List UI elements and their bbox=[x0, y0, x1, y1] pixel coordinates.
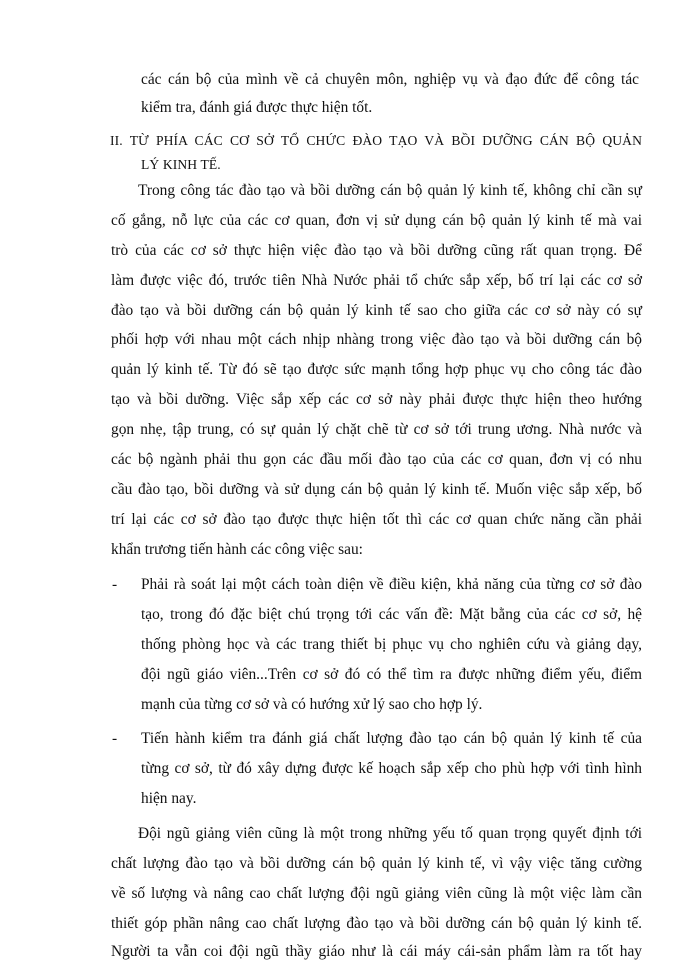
paragraph-line: về số lượng và nâng cao chất lượng đội ngũ giảng viên cũng là một việc làm cần bbox=[111, 885, 642, 902]
bullet-line: thống phòng học và các trang thiết bị phục vụ cho nghiên cứu và giảng dạy, bbox=[141, 636, 642, 653]
bullet-line: hiện nay. bbox=[141, 790, 197, 807]
bullet-line: mạnh của từng cơ sở và có hướng xử lý sao cho hợp lý. bbox=[141, 696, 483, 713]
paragraph-line: chất lượng đào tạo và bồi dưỡng cán bộ quản lý kinh tế, vì vậy việc tăng cường bbox=[111, 855, 642, 872]
paragraph-line: các bộ ngành phải thu gọn các đầu mối đào tạo của các cơ quan, đơn vị có nhu bbox=[111, 451, 642, 468]
paragraph-line: Người ta vẫn coi đội ngũ thầy giáo như là cái máy cái-sản phẩm làm ra tốt hay bbox=[111, 943, 642, 960]
section-heading: LÝ KINH TẾ. bbox=[141, 157, 221, 172]
paragraph-line: gọn nhẹ, tập trung, có sự quản lý chặt chẽ từ cơ sở tới trung ương. Nhà nước và bbox=[111, 421, 642, 438]
paragraph-line: đào tạo và bồi dưỡng cán bộ quản lý kinh tế sao cho giữa các cơ sở này có sự bbox=[111, 302, 642, 319]
bullet-line: Phải rà soát lại một cách toàn diện về điều kiện, khả năng của từng cơ sở đào bbox=[141, 576, 642, 593]
paragraph-line: thiết góp phần nâng cao chất lượng đào tạo và bồi dưỡng cán bộ quản lý kinh tế. bbox=[111, 915, 642, 932]
paragraph-line: quản lý kinh tế. Từ đó sẽ tạo được sức mạnh tổng hợp phục vụ cho công tác đào bbox=[111, 361, 642, 378]
bullet-marker: - bbox=[112, 576, 118, 593]
paragraph-line: Đội ngũ giảng viên cũng là một trong những yếu tố quan trọng quyết định tới bbox=[138, 825, 642, 842]
section-heading: II. TỪ PHÍA CÁC CƠ SỞ TỔ CHỨC ĐÀO TẠO VÀ BỒI DƯỠNG CÁN BỘ QUẢN bbox=[110, 133, 642, 148]
paragraph-line: trò của các cơ sở thực hiện việc đào tạo và bồi dưỡng cũng rất quan trọng. Để bbox=[111, 242, 642, 259]
paragraph-line: cầu đào tạo, bồi dưỡng và sử dụng cán bộ quản lý kinh tế. Muốn việc sắp xếp, bố bbox=[111, 481, 642, 498]
bullet-line: Tiến hành kiểm tra đánh giá chất lượng đào tạo cán bộ quản lý kinh tế của bbox=[141, 730, 642, 747]
paragraph-line: tạo và bồi dưỡng. Việc sắp xếp các cơ sở này phải được thực hiện theo hướng bbox=[111, 391, 642, 408]
paragraph-line: Trong công tác đào tạo và bồi dưỡng cán bộ quản lý kinh tế, không chỉ cần sự bbox=[138, 182, 642, 199]
bullet-line: đội ngũ giáo viên...Trên cơ sở đó có thể tìm ra được những điểm yếu, điểm bbox=[141, 666, 642, 683]
paragraph-line: phối hợp với nhau một cách nhịp nhàng trong việc đào tạo và bồi dưỡng cán bộ bbox=[111, 331, 642, 348]
intro-line: các cán bộ của mình về cả chuyên môn, nghiệp vụ và đạo đức để công tác bbox=[141, 71, 639, 88]
intro-line: kiểm tra, đánh giá được thực hiện tốt. bbox=[141, 99, 373, 116]
paragraph-line: trí lại các cơ sở đào tạo được thực hiện tốt thì các cơ quan chức năng cần phải bbox=[111, 511, 642, 528]
bullet-line: từng cơ sở, từ đó xây dựng được kế hoạch sắp xếp cho phù hợp với tình hình bbox=[141, 760, 642, 777]
paragraph-line: làm được việc đó, trước tiên Nhà Nước phải tổ chức sắp xếp, bố trí lại các cơ sở bbox=[111, 272, 642, 289]
paragraph-line: khẩn trương tiến hành các công việc sau: bbox=[111, 541, 363, 558]
bullet-line: tạo, trong đó đặc biệt chú trọng tới các vấn đề: Mặt bằng của các cơ sở, hệ bbox=[141, 606, 642, 623]
bullet-marker: - bbox=[112, 730, 118, 747]
paragraph-line: cố gắng, nỗ lực của các cơ quan, đơn vị sử dụng cán bộ quản lý kinh tế mà vai bbox=[111, 212, 642, 229]
